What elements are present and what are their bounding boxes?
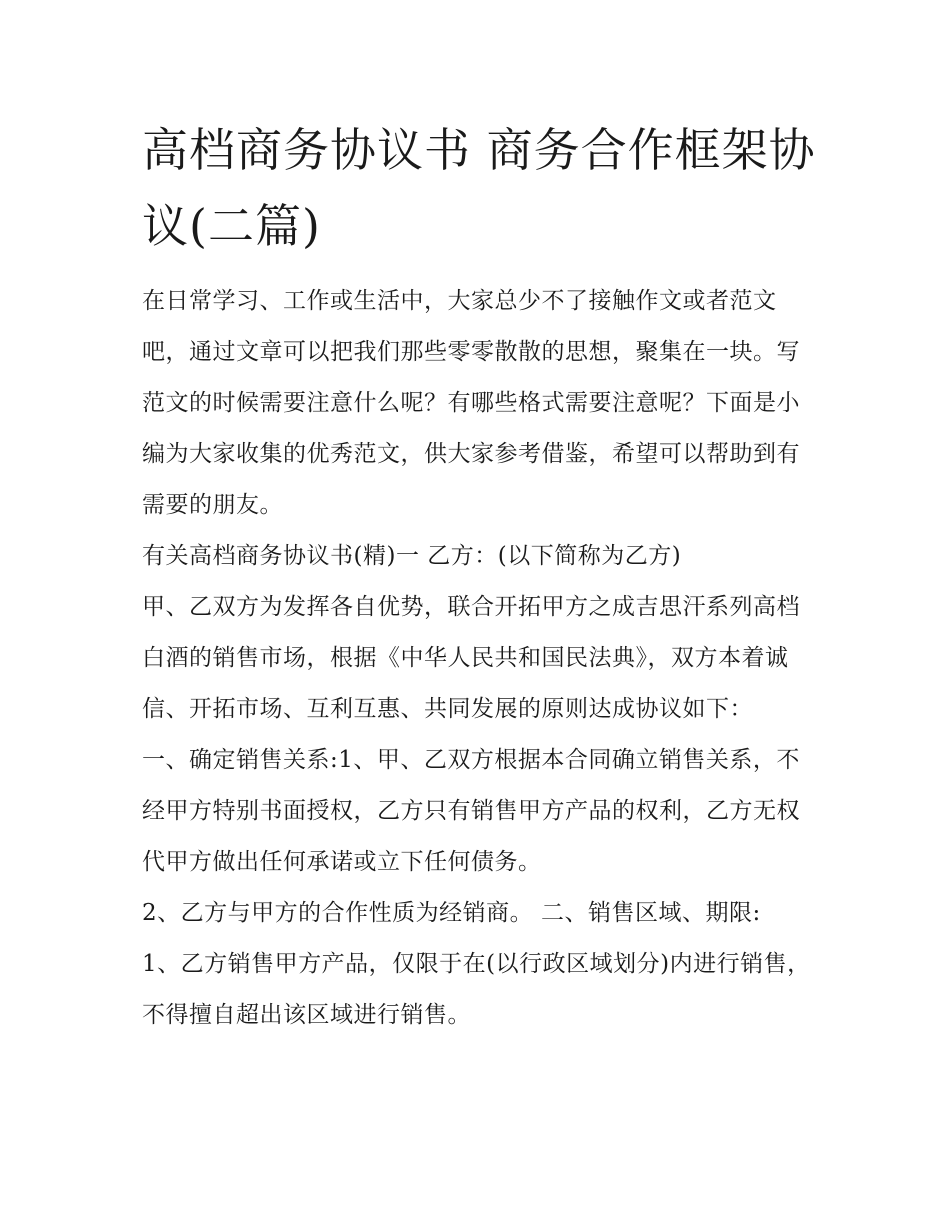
paragraph-preamble: 甲、乙双方为发挥各自优势，联合开拓甲方之成吉思汗系列高档白酒的销售市场，根据《中华人民共和国民法典》，双方本着诚信、开拓市场、互利互惠、共同发展的原则达成协议如下：: [142, 594, 800, 722]
paragraph-clause-1: 一、确定销售关系:1、甲、乙双方根据本合同确立销售关系，不经甲方特别书面授权，乙方只有销售甲方产品的权利，乙方无权代甲方做出任何承诺或立下任何债务。: [142, 747, 800, 875]
paragraph-section-heading: 有关高档商务协议书(精)一 乙方：(以下简称为乙方): [142, 543, 682, 569]
paragraph-clause-2: 2、乙方与甲方的合作性质为经销商。 二、销售区域、期限:: [142, 900, 761, 926]
document-body: [142, 112, 822, 1041]
paragraph-clause-3: 1、乙方销售甲方产品，仅限于在(以行政区域划分)内进行销售，不得擅自超出该区域进行销售。: [142, 951, 811, 1028]
document-title: 高档商务协议书 商务合作框架协议(二篇): [142, 123, 816, 253]
paragraph-intro: 在日常学习、工作或生活中，大家总少不了接触作文或者范文吧，通过文章可以把我们那些零零散散的思想，聚集在一块。写范文的时候需要注意什么呢？有哪些格式需要注意呢？下面是小编为大家收集的优秀范文，供大家参考借鉴，希望可以帮助到有需要的朋友。: [142, 288, 800, 518]
